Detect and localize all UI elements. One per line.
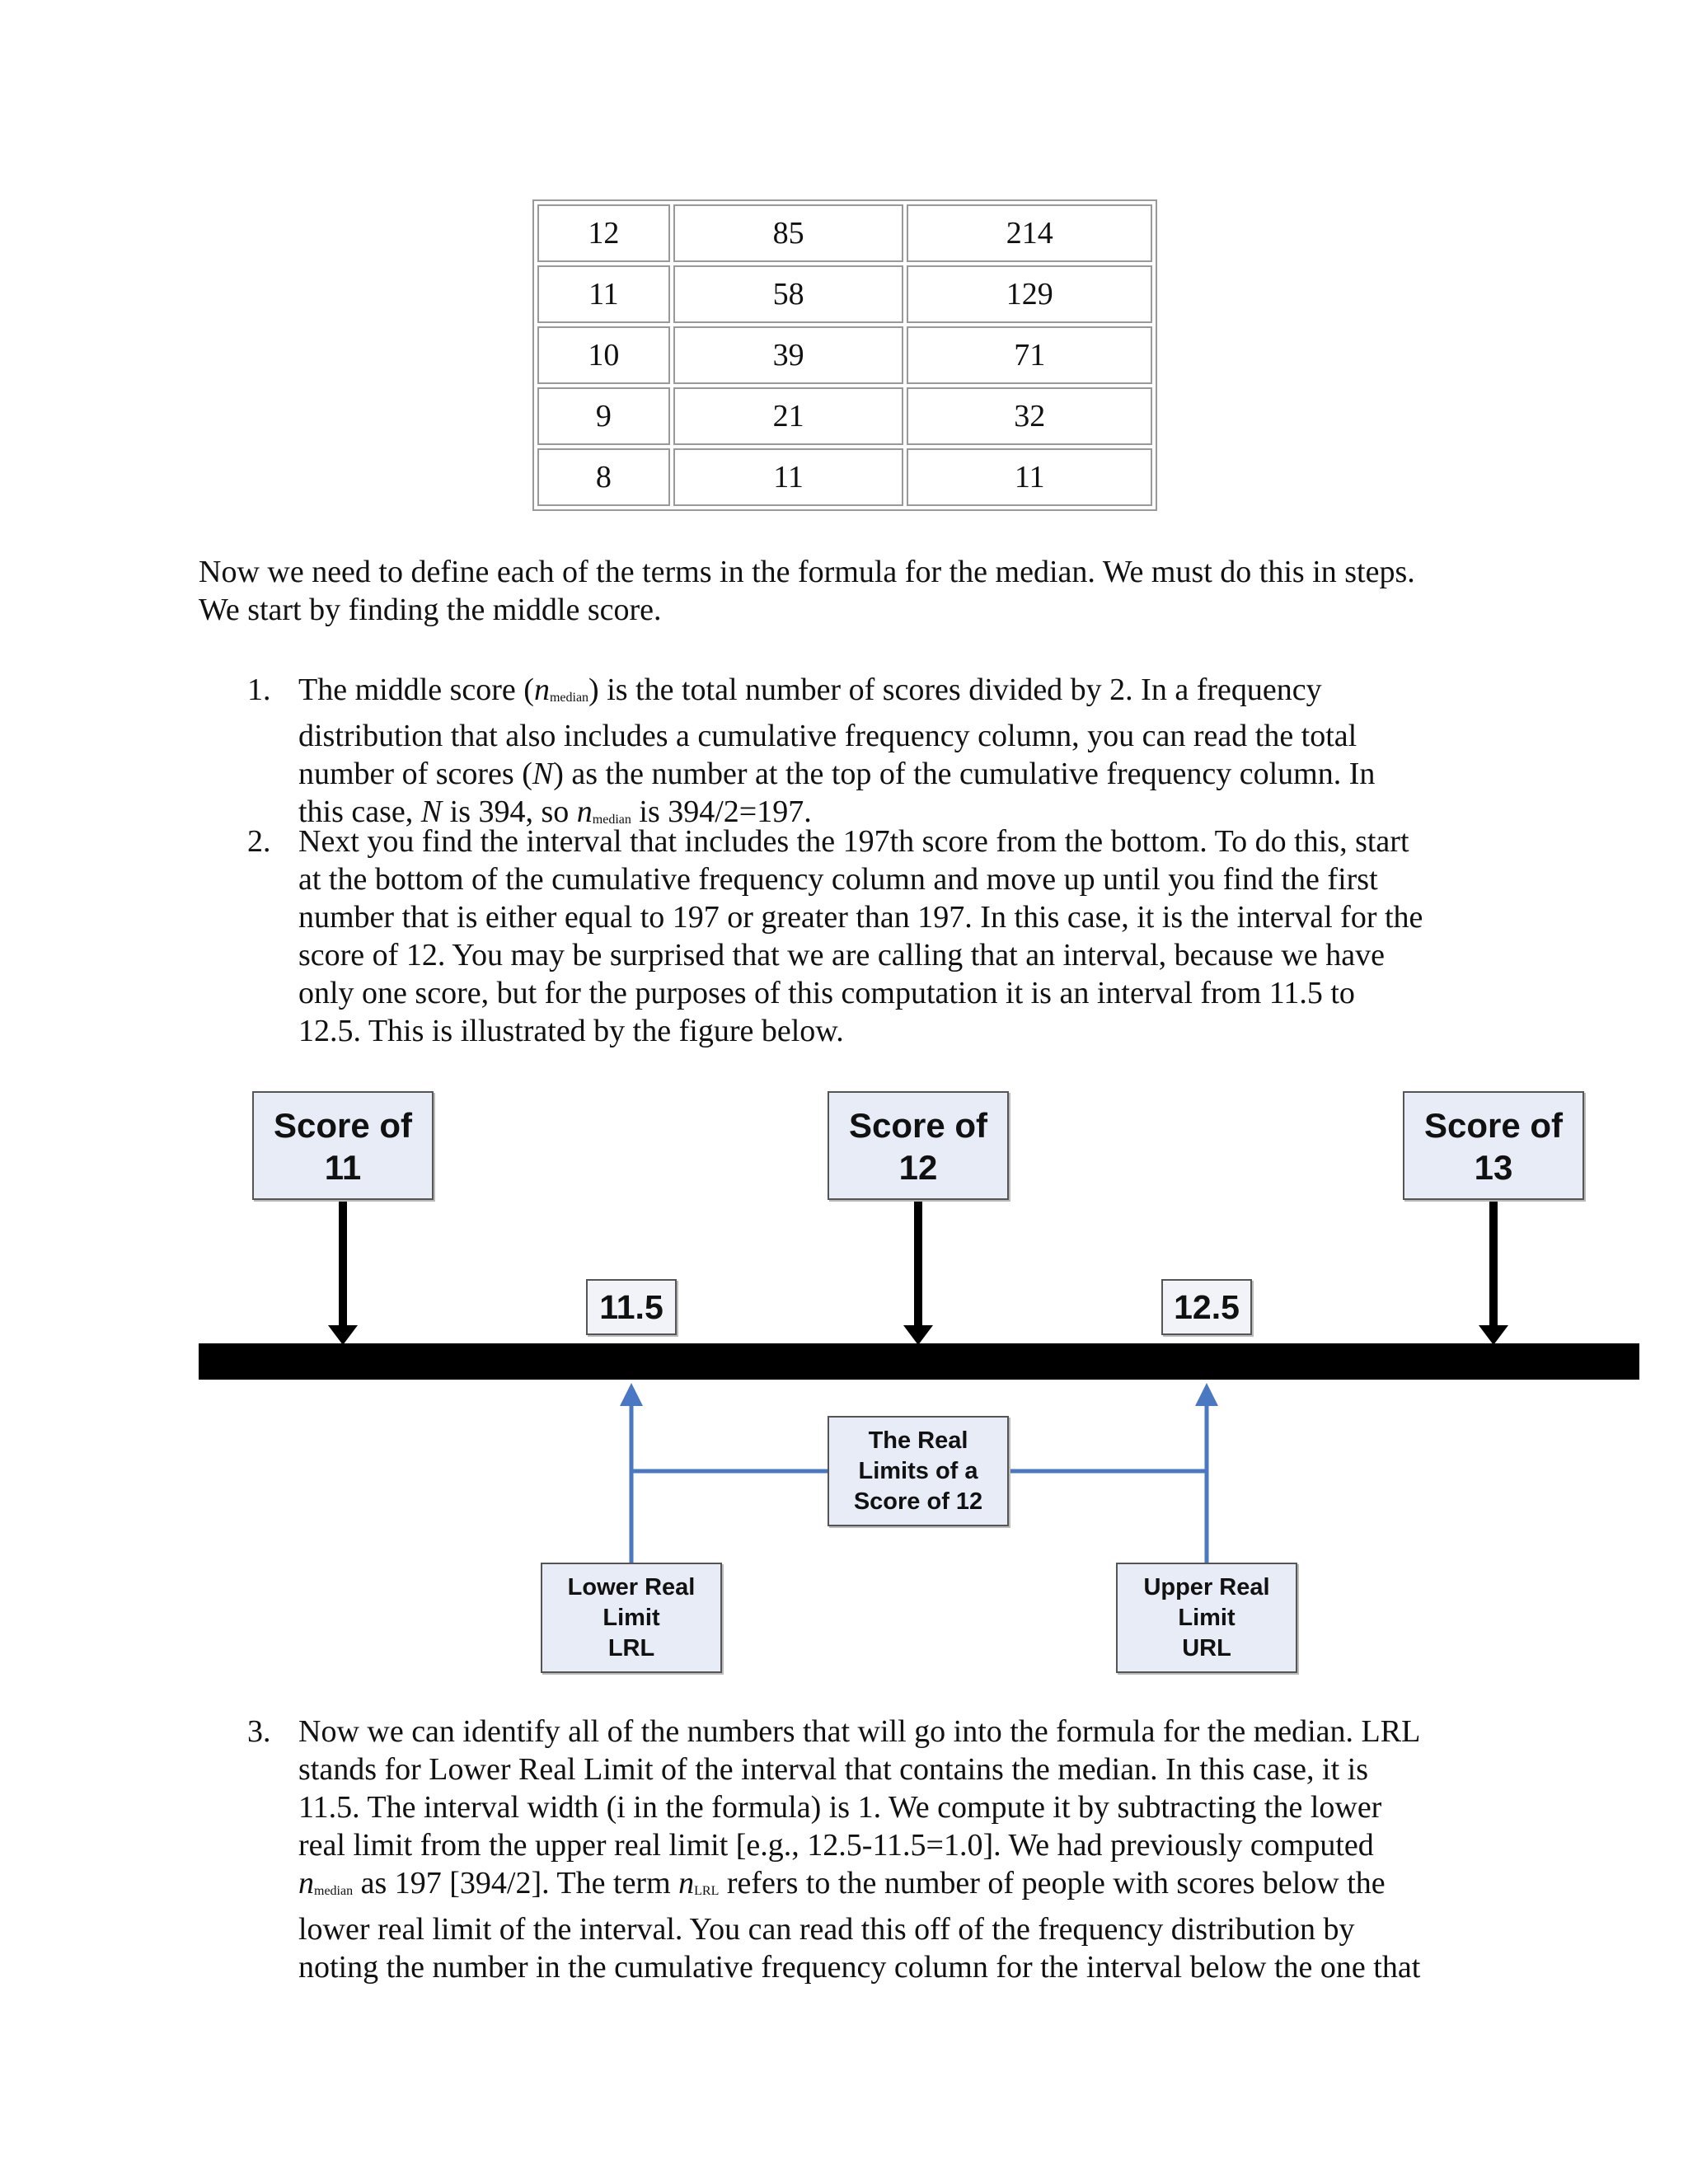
item3-line-4: real limit from the upper real limit [e.g., 12.5-11.5=1.0]. We had previously computed (298, 1828, 1374, 1863)
score-11-value: 11 (324, 1148, 362, 1187)
item2-line: score of 12. You may be surprised that we are calling that an interval, because we have (298, 938, 1385, 972)
item3-line-3: 11.5. The interval width (i in the formula) is 1. We compute it by subtracting the lower (298, 1790, 1382, 1825)
item1-line-3: number of scores (N) as the number at the top of the cumulative frequency column. In (298, 757, 1376, 791)
table-cell: 32 (907, 387, 1152, 445)
url-arrow-head (1195, 1383, 1218, 1406)
item2-line: Next you find the interval that includes the 197th score from the bottom. To do this, start (298, 824, 1409, 859)
score-12-arrow (903, 1200, 933, 1345)
item3-line-6: lower real limit of the interval. You can read this off of the frequency distribution by (298, 1912, 1355, 1947)
score-11-arrow (328, 1200, 358, 1345)
upper-limit-label: 12.5 (1161, 1279, 1252, 1335)
item3-line-7: noting the number in the cumulative frequency column for the interval below the one that (298, 1950, 1421, 1985)
intro-line-2: We start by finding the middle score. (199, 593, 662, 627)
lrl-arrow-head (620, 1383, 643, 1406)
list-number-2: 2. (247, 824, 271, 859)
table-cell: 11 (673, 448, 904, 506)
lrl-line: Limit (603, 1605, 660, 1631)
item1-line-1: The middle score $(n_{median})$ is the total number of scores divided by 2. In a frequency (298, 673, 1322, 707)
list-number-3: 3. (247, 1714, 271, 1749)
list-item-3-text (298, 1713, 1420, 1986)
score-13-arrow (1479, 1200, 1508, 1345)
table-cell: 11 (537, 265, 670, 323)
table-cell: 129 (907, 265, 1152, 323)
item3-line-5: $n_{median}$ as 197 [394/2]. The term $n_{LRL}$ refers to the number of people with scores below the (298, 1866, 1386, 1900)
item1-line-4: this case, N is 394, so $n_{median}$ is 394/2=197. (298, 794, 812, 829)
url-line: URL (1182, 1635, 1231, 1661)
table-cell: 71 (907, 326, 1152, 384)
score-12-box (828, 1091, 1009, 1200)
item2-line: 12.5. This is illustrated by the figure below. (298, 1014, 844, 1048)
real-limits-line: Limits of a (858, 1458, 978, 1484)
table-cell: 85 (673, 204, 904, 262)
table-cell: 10 (537, 326, 670, 384)
score-11-label: Score of (273, 1106, 413, 1145)
table-cell: 11 (907, 448, 1152, 506)
real-limits-line: Score of 12 (853, 1488, 983, 1515)
item2-line: at the bottom of the cumulative frequency column and move up until you find the first (298, 862, 1378, 897)
item3-line-1: Now we can identify all of the numbers that will go into the formula for the median. LRL (298, 1714, 1421, 1749)
url-line: Limit (1178, 1605, 1236, 1631)
lower-limit-label: 11.5 (586, 1279, 677, 1335)
table-cell: 8 (537, 448, 670, 506)
score-13-value: 13 (1474, 1148, 1513, 1187)
item2-line: only one score, but for the purposes of this computation it is an interval from 11.5 to (298, 976, 1355, 1010)
list-number-1: 1. (247, 673, 271, 707)
item1-line-2: distribution that also includes a cumulative frequency column, you can read the total (298, 719, 1357, 753)
real-limits-line: The Real (868, 1427, 968, 1454)
lrl-line: LRL (607, 1635, 655, 1661)
table-cell: 58 (673, 265, 904, 323)
real-limits-box (828, 1416, 1009, 1526)
number-line (199, 1343, 1639, 1380)
lrl-line: Lower Real (567, 1574, 696, 1601)
score-13-label: Score of (1423, 1106, 1564, 1145)
table-cell: 9 (537, 387, 670, 445)
score-11-box (252, 1091, 434, 1200)
table-cell: 12 (537, 204, 670, 262)
url-line: Upper Real (1143, 1574, 1270, 1601)
item3-line-2: stands for Lower Real Limit of the interval that contains the median. In this case, it is (298, 1752, 1368, 1787)
score-13-box (1403, 1091, 1584, 1200)
score-12-label: Score of (848, 1106, 988, 1145)
intro-line-1: Now we need to define each of the terms in the formula for the median. We must do this in steps. (199, 555, 1415, 589)
score-12-value: 12 (898, 1148, 938, 1187)
url-box (1116, 1563, 1297, 1673)
table-cell: 39 (673, 326, 904, 384)
item2-line: number that is either equal to 197 or greater than 197. In this case, it is the interval for the (298, 900, 1423, 935)
lrl-box (541, 1563, 722, 1673)
table-cell: 214 (907, 204, 1152, 262)
table-cell: 21 (673, 387, 904, 445)
